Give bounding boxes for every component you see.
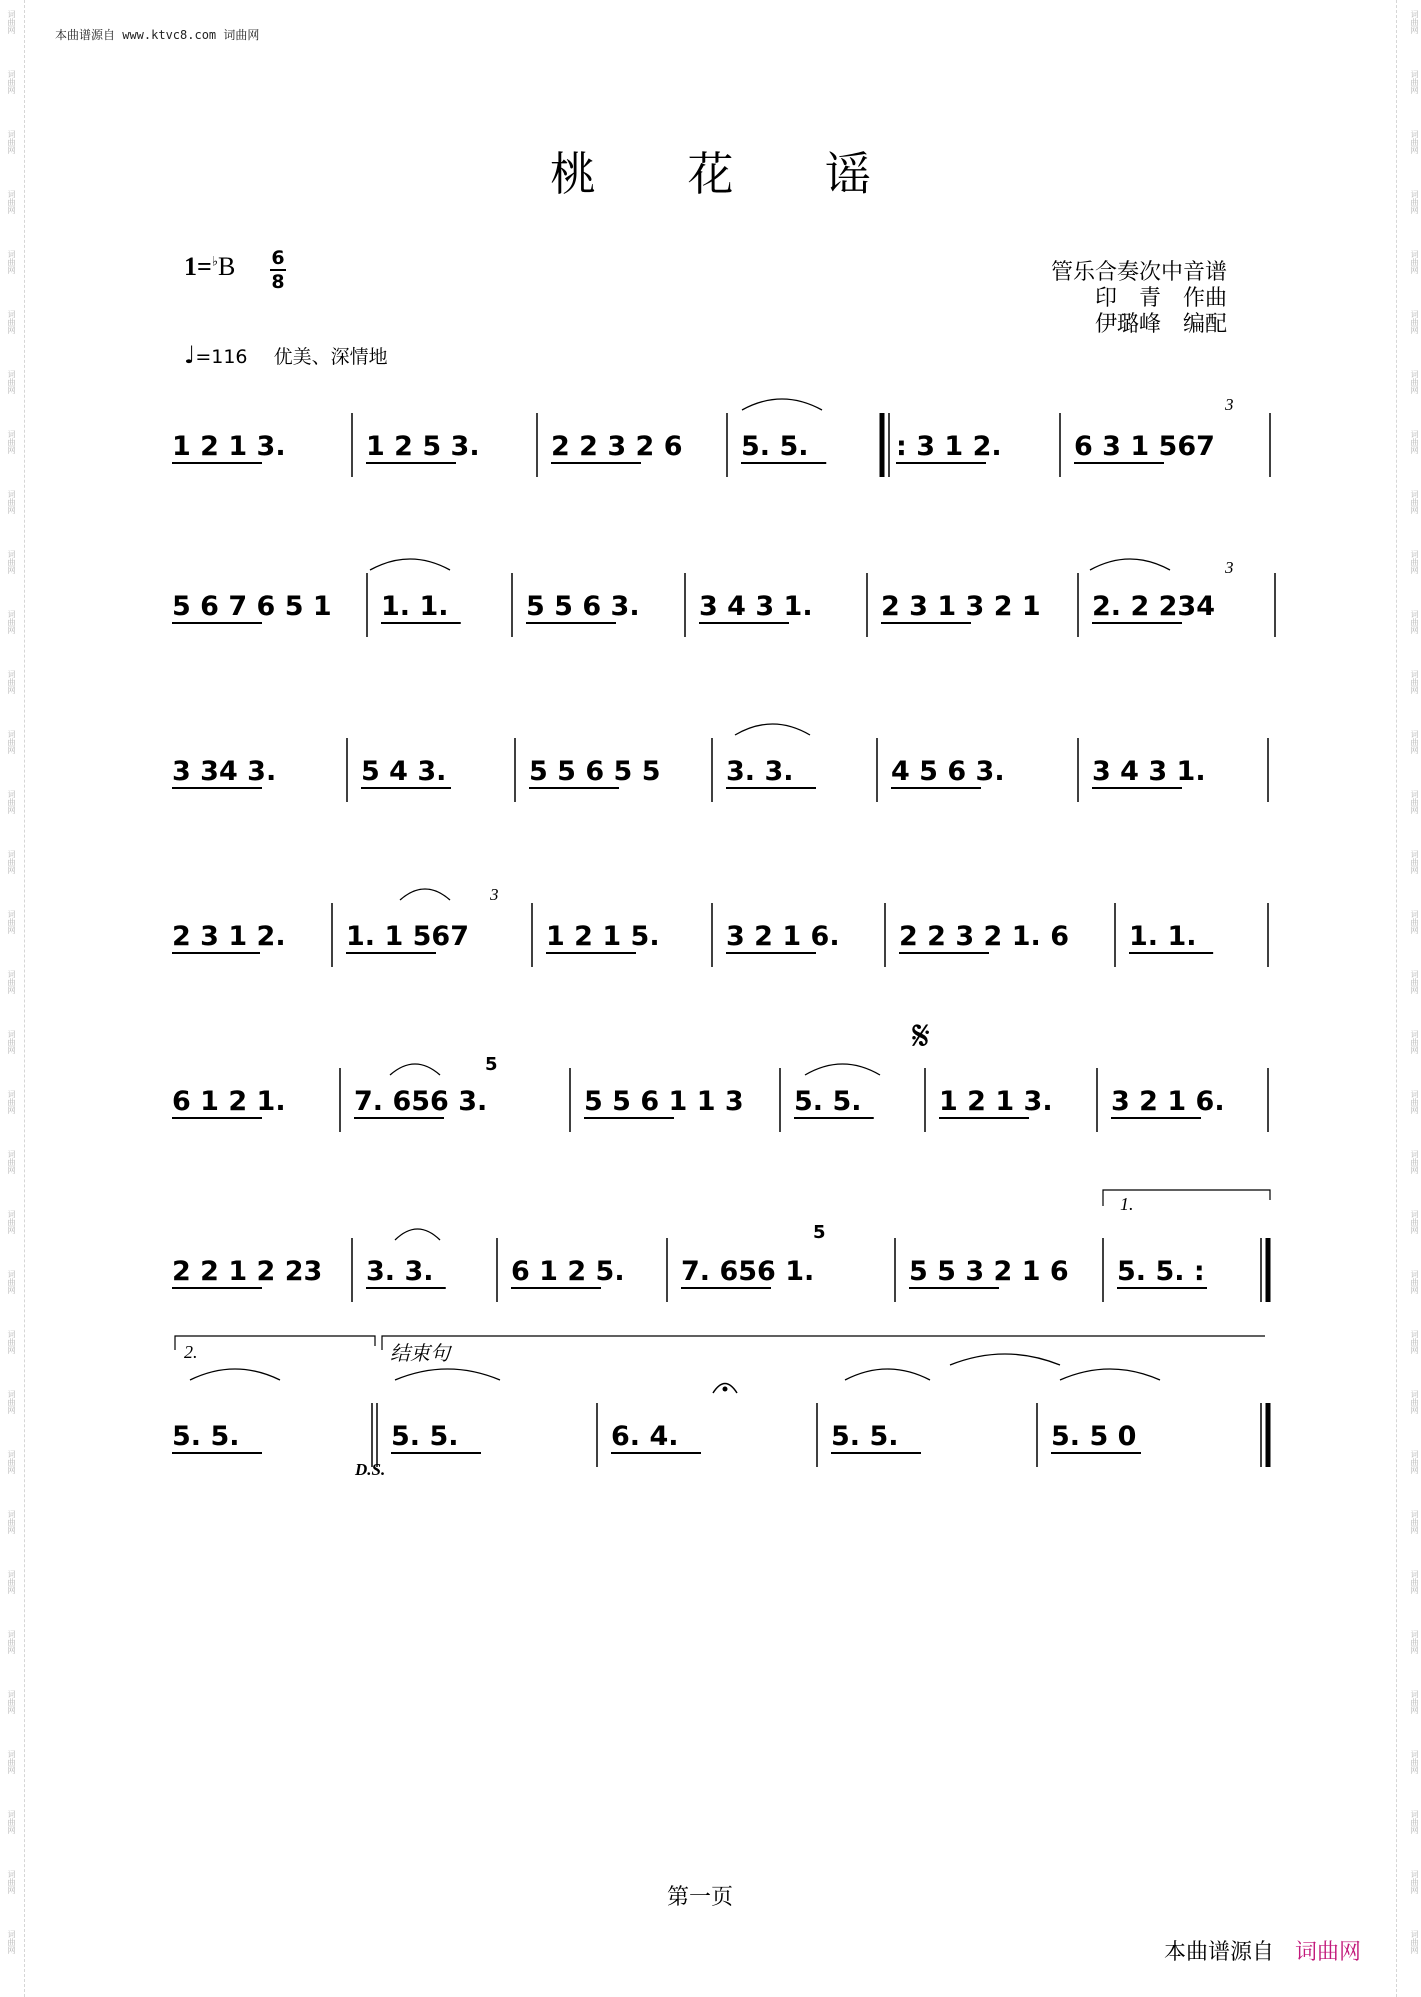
watermark-glyph: 词曲网 bbox=[7, 190, 16, 214]
watermark-glyph: 词曲网 bbox=[7, 1810, 16, 1834]
slur-curve bbox=[370, 559, 450, 570]
measure-notes: 5. 5. bbox=[391, 1421, 459, 1452]
measure-notes: 5 6 7 6 5 1 bbox=[172, 591, 332, 622]
watermark-glyph: 词曲网 bbox=[7, 1690, 16, 1714]
measure-notes: 3 4 3 1. bbox=[1092, 756, 1206, 787]
measure-notes: 5. 5 0 bbox=[1051, 1421, 1137, 1452]
measure-notes: 1 2 1 3. bbox=[939, 1086, 1053, 1117]
watermark-glyph: 词曲网 bbox=[7, 1750, 16, 1774]
watermark-glyph: 词曲网 bbox=[7, 1330, 16, 1354]
credit-line-2: 印 青 作曲 bbox=[1094, 286, 1227, 311]
expression-text: 优美、深情地 bbox=[273, 346, 388, 368]
watermark-glyph: 词曲网 bbox=[7, 1390, 16, 1414]
watermark-glyph: 词曲网 bbox=[7, 70, 16, 94]
watermark-glyph: 词曲网 bbox=[1410, 790, 1419, 814]
watermark-glyph: 词曲网 bbox=[1410, 670, 1419, 694]
triplet-mark: 3 bbox=[490, 885, 499, 904]
source-footer bbox=[1164, 1935, 1361, 1966]
title-char-3: 谣 bbox=[825, 149, 871, 200]
watermark-glyph: 词曲网 bbox=[1410, 550, 1419, 574]
measure-notes: 2 2 3 2 1. 6 bbox=[899, 921, 1069, 952]
volta-1-label: 1. bbox=[1120, 1194, 1134, 1214]
measure-notes: 2 2 1 2 23 bbox=[172, 1256, 323, 1287]
watermark-glyph: 词曲网 bbox=[1410, 1330, 1419, 1354]
watermark-glyph: 词曲网 bbox=[7, 310, 16, 334]
measure-notes: 2 2 3 2 6 bbox=[551, 431, 683, 462]
measure-notes: 7. 656 3. bbox=[354, 1086, 488, 1117]
measure-notes: 5 5 3 2 1 6 bbox=[909, 1256, 1069, 1287]
measure-notes: 5 5 6 1 1 3 bbox=[584, 1086, 744, 1117]
credit-line-1: 管乐合奏次中音谱 bbox=[1050, 260, 1227, 285]
watermark-glyph: 词曲网 bbox=[7, 1210, 16, 1234]
watermark-glyph: 词曲网 bbox=[1410, 190, 1419, 214]
measure-notes: 6 1 2 1. bbox=[172, 1086, 286, 1117]
slur-curve bbox=[190, 1369, 280, 1380]
watermark-glyph: 词曲网 bbox=[7, 1090, 16, 1114]
slur-curve bbox=[395, 1369, 500, 1380]
measure-notes: 1 2 1 5. bbox=[546, 921, 660, 952]
watermark-glyph: 词曲网 bbox=[7, 610, 16, 634]
watermark-glyph: 词曲网 bbox=[1410, 610, 1419, 634]
watermark-glyph: 词曲网 bbox=[7, 1270, 16, 1294]
source-header: 本曲谱源自 www.ktvc8.com 词曲网 bbox=[55, 28, 260, 42]
measure-notes: 5. 5. bbox=[741, 431, 809, 462]
watermark-glyph: 词曲网 bbox=[7, 1450, 16, 1474]
triplet-mark: 3 bbox=[1225, 558, 1234, 577]
key-label: 1= bbox=[184, 252, 212, 281]
watermark-glyph: 词曲网 bbox=[7, 370, 16, 394]
watermark-glyph: 词曲网 bbox=[1410, 250, 1419, 274]
measure-notes: 6. 4. bbox=[611, 1421, 679, 1452]
source-prefix: 本曲谱源自 bbox=[1163, 1940, 1274, 1965]
watermark-glyph: 词曲网 bbox=[1410, 1390, 1419, 1414]
key-note: B bbox=[217, 252, 236, 281]
measure-notes: 3 2 1 6. bbox=[1111, 1086, 1225, 1117]
watermark-glyph: 词曲网 bbox=[1410, 130, 1419, 154]
fermata-dot bbox=[723, 1387, 728, 1392]
watermark-glyph: 词曲网 bbox=[1410, 1450, 1419, 1474]
watermark-glyph: 词曲网 bbox=[1410, 1030, 1419, 1054]
tempo-value: =116 bbox=[195, 346, 248, 368]
watermark-glyph: 词曲网 bbox=[7, 850, 16, 874]
watermark-glyph: 词曲网 bbox=[1410, 490, 1419, 514]
watermark-glyph: 词曲网 bbox=[7, 430, 16, 454]
watermark-glyph: 词曲网 bbox=[7, 730, 16, 754]
watermark-glyph: 词曲网 bbox=[1410, 1810, 1419, 1834]
ds-marking: D.S. bbox=[355, 1460, 386, 1479]
watermark-glyph: 词曲网 bbox=[7, 1510, 16, 1534]
measure-notes: 3. 3. bbox=[366, 1256, 434, 1287]
page-number: 第一页 bbox=[666, 1884, 733, 1909]
watermark-glyph: 词曲网 bbox=[1410, 1270, 1419, 1294]
watermark-glyph: 词曲网 bbox=[1410, 370, 1419, 394]
measure-notes: 6 3 1 567 bbox=[1074, 431, 1215, 462]
source-brand: 词曲网 bbox=[1294, 1940, 1361, 1965]
ending-label: 结束句 bbox=[390, 1341, 450, 1365]
slur-curve bbox=[1090, 559, 1170, 570]
slur-curve bbox=[950, 1354, 1060, 1365]
slur-curve bbox=[805, 1064, 880, 1075]
watermark-glyph: 词曲网 bbox=[1410, 10, 1419, 34]
watermark-glyph: 词曲网 bbox=[7, 1630, 16, 1654]
triplet-mark: 3 bbox=[1225, 395, 1234, 414]
time-sig-top: 6 bbox=[271, 247, 285, 269]
watermark-glyph: 词曲网 bbox=[1410, 1870, 1419, 1894]
slur-curve bbox=[742, 399, 822, 410]
watermark-glyph: 词曲网 bbox=[7, 1030, 16, 1054]
watermark-glyph: 词曲网 bbox=[1410, 310, 1419, 334]
watermark-glyph: 词曲网 bbox=[1410, 1150, 1419, 1174]
slur-curve bbox=[1060, 1369, 1160, 1380]
slur-curve bbox=[400, 889, 450, 900]
measure-notes: 5 5 6 5 5 bbox=[529, 756, 661, 787]
segno-sign: 𝄋 bbox=[912, 1011, 931, 1060]
watermark-glyph: 词曲网 bbox=[1410, 70, 1419, 94]
watermark-glyph: 词曲网 bbox=[1410, 1510, 1419, 1534]
slur-curve bbox=[735, 724, 810, 735]
measure-notes: 1. 1. bbox=[381, 591, 449, 622]
watermark-glyph: 词曲网 bbox=[7, 910, 16, 934]
watermark-glyph: 词曲网 bbox=[7, 1570, 16, 1594]
measure-notes: 5. 5. bbox=[794, 1086, 862, 1117]
watermark-glyph: 词曲网 bbox=[1410, 910, 1419, 934]
watermark-glyph: 词曲网 bbox=[7, 790, 16, 814]
watermark-glyph: 词曲网 bbox=[1410, 970, 1419, 994]
watermark-glyph: 词曲网 bbox=[1410, 1690, 1419, 1714]
measure-notes: 7. 656 1. bbox=[681, 1256, 815, 1287]
credit-line-3: 伊璐峰 编配 bbox=[1094, 312, 1227, 337]
quarter-note-icon: ♩ bbox=[184, 341, 196, 369]
title-char-2: 花 bbox=[687, 149, 734, 200]
title-char-1: 桃 bbox=[550, 149, 596, 200]
grace-note-mark: 5 bbox=[813, 1222, 826, 1243]
watermark-glyph: 词曲网 bbox=[7, 550, 16, 574]
measure-notes: 3 34 3. bbox=[172, 756, 277, 787]
slur-curve bbox=[845, 1369, 930, 1380]
measure-notes: 2 3 1 3 2 1 bbox=[881, 591, 1041, 622]
watermark-glyph: 词曲网 bbox=[7, 970, 16, 994]
measure-notes: 5 5 6 3. bbox=[526, 591, 640, 622]
watermark-glyph: 词曲网 bbox=[7, 130, 16, 154]
measure-notes: 5. 5. bbox=[172, 1421, 240, 1452]
watermark-glyph: 词曲网 bbox=[1410, 850, 1419, 874]
watermark-glyph: 词曲网 bbox=[7, 1930, 16, 1954]
watermark-glyph: 词曲网 bbox=[1410, 730, 1419, 754]
watermark-glyph: 词曲网 bbox=[7, 10, 16, 34]
measure-notes: 1. 1. bbox=[1129, 921, 1197, 952]
watermark-glyph: 词曲网 bbox=[7, 1150, 16, 1174]
watermark-glyph: 词曲网 bbox=[7, 490, 16, 514]
grace-note-mark: 5 bbox=[485, 1054, 498, 1075]
volta-2-label: 2. bbox=[184, 1342, 198, 1362]
watermark-glyph: 词曲网 bbox=[1410, 1930, 1419, 1954]
measure-notes: 4 5 6 3. bbox=[891, 756, 1005, 787]
measure-notes: 2 3 1 2. bbox=[172, 921, 286, 952]
ending-bracket bbox=[382, 1336, 1265, 1350]
watermark-glyph: 词曲网 bbox=[1410, 1570, 1419, 1594]
measure-notes: 5. 5. bbox=[831, 1421, 899, 1452]
watermark-glyph: 词曲网 bbox=[1410, 1750, 1419, 1774]
slur-curve bbox=[395, 1229, 440, 1240]
watermark-glyph: 词曲网 bbox=[7, 250, 16, 274]
measure-notes: 1 2 1 3. bbox=[172, 431, 286, 462]
measure-notes: 3. 3. bbox=[726, 756, 794, 787]
volta-2-bracket bbox=[175, 1336, 375, 1350]
measure-notes: 5 4 3. bbox=[361, 756, 447, 787]
slur-curve bbox=[390, 1064, 440, 1075]
measure-notes: 1. 1 567 bbox=[346, 921, 469, 952]
measure-notes: : 3 1 2. bbox=[896, 431, 1002, 462]
measure-notes: 3 4 3 1. bbox=[699, 591, 813, 622]
watermark-glyph: 词曲网 bbox=[1410, 1210, 1419, 1234]
time-sig-bottom: 8 bbox=[271, 271, 285, 293]
watermark-glyph: 词曲网 bbox=[7, 670, 16, 694]
watermark-glyph: 词曲网 bbox=[1410, 1090, 1419, 1114]
measure-notes: 5. 5. : bbox=[1117, 1256, 1205, 1287]
measure-notes: 6 1 2 5. bbox=[511, 1256, 625, 1287]
flat-sign: ♭ bbox=[211, 253, 218, 269]
measure-notes: 2. 2 234 bbox=[1092, 591, 1215, 622]
measure-notes: 3 2 1 6. bbox=[726, 921, 840, 952]
watermark-glyph: 词曲网 bbox=[7, 1870, 16, 1894]
watermark-glyph: 词曲网 bbox=[1410, 430, 1419, 454]
measure-notes: 1 2 5 3. bbox=[366, 431, 480, 462]
watermark-glyph: 词曲网 bbox=[1410, 1630, 1419, 1654]
